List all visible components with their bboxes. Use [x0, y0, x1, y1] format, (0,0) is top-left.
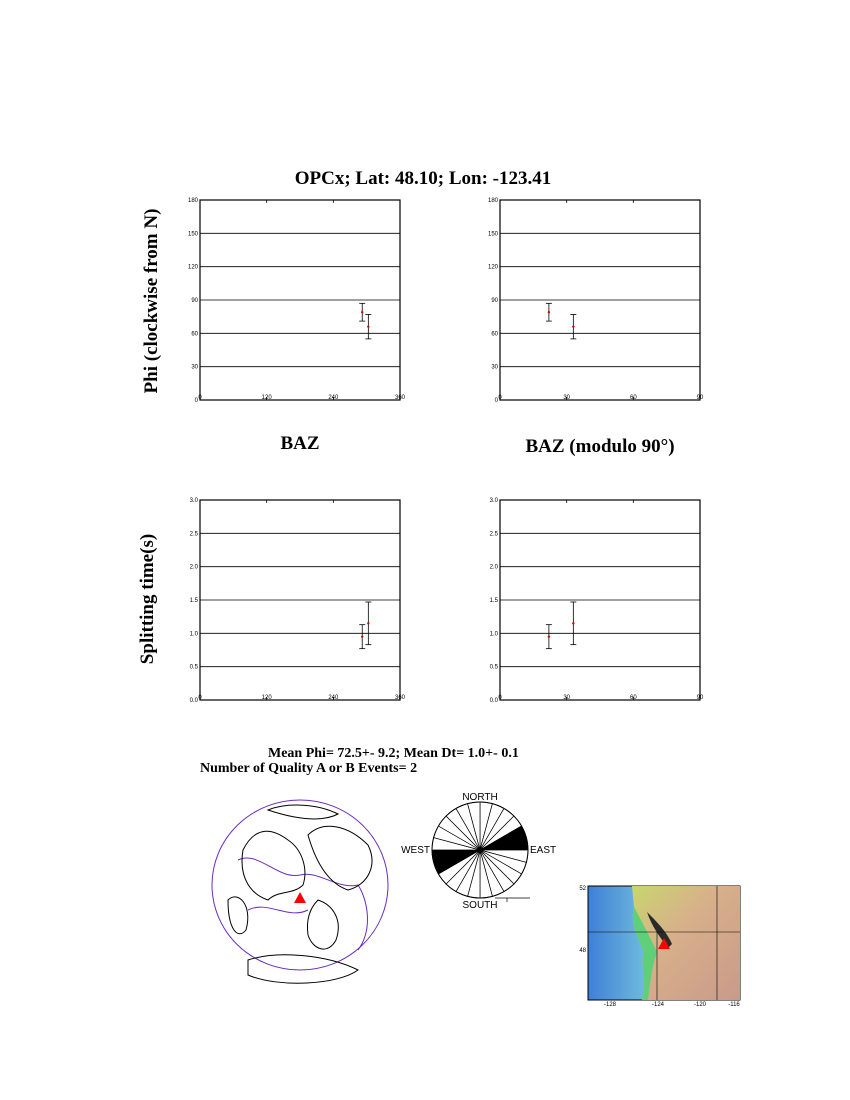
- plate-boundary: [238, 858, 367, 950]
- y-tick-label: 120: [487, 264, 498, 271]
- y-tick-label: 30: [491, 364, 498, 371]
- y-tick-label: 0: [194, 398, 198, 404]
- continent-outline-4: [248, 955, 358, 983]
- summary-mean: Mean Phi= 72.5+- 9.2; Mean Dt= 1.0+- 0.1: [268, 746, 519, 761]
- x-tick-label: 360: [394, 395, 406, 401]
- continent-outline: [242, 831, 305, 900]
- y-tick-label: 3.0: [189, 498, 198, 504]
- data-point: [546, 303, 552, 321]
- rose-west-label: WEST: [401, 845, 430, 856]
- chart-phi-vs-baz-mod90: [487, 198, 704, 404]
- y-tick-label: 1.0: [489, 631, 498, 638]
- data-point: [365, 602, 371, 645]
- y-tick-label: 2.0: [189, 564, 198, 571]
- y-tick-label: 2.5: [189, 531, 198, 538]
- y-tick-label: 180: [187, 198, 198, 204]
- y-tick-label: 3.0: [489, 498, 498, 504]
- global-event-map: [208, 790, 398, 990]
- x-tick-label: 0: [498, 695, 502, 701]
- rose-south-label: SOUTH: [462, 900, 498, 911]
- x-tick-label: 30: [563, 695, 571, 701]
- y-tick-label: 150: [187, 231, 198, 238]
- svg-text:-124: -124: [651, 1002, 665, 1008]
- continent-outline-6: [268, 805, 338, 819]
- y-tick-label: 0.5: [189, 664, 198, 671]
- x-tick-label: 240: [328, 695, 339, 701]
- data-point: [365, 314, 371, 338]
- y-tick-label: 0: [494, 398, 498, 404]
- y-tick-label: 150: [487, 231, 498, 238]
- x-tick-label: 120: [261, 695, 272, 701]
- x-tick-label: 60: [629, 395, 637, 401]
- svg-text:52: 52: [579, 886, 586, 892]
- data-point: [359, 303, 365, 321]
- splitting-time-axis-label: Splitting time(s): [137, 533, 158, 665]
- x-tick-label: 90: [696, 695, 704, 701]
- x-tick-label: 60: [629, 695, 637, 701]
- y-tick-label: 90: [191, 298, 198, 304]
- data-point: [570, 314, 576, 338]
- svg-text:-128: -128: [603, 1002, 617, 1008]
- page-title: OPCx; Lat: 48.10; Lon: -123.41: [294, 168, 552, 189]
- chart-dt-vs-baz-mod90: [489, 498, 704, 704]
- svg-text:-120: -120: [693, 1002, 707, 1008]
- continent-outline-2: [308, 826, 372, 890]
- rose-north-label: NORTH: [462, 792, 498, 803]
- x-tick-label: 120: [261, 395, 272, 401]
- y-tick-label: 1.0: [189, 631, 198, 638]
- x-tick-label: 360: [394, 695, 406, 701]
- svg-text:-116: -116: [728, 1002, 740, 1008]
- y-tick-label: 0.0: [189, 698, 198, 704]
- continent-outline-3: [307, 900, 338, 949]
- svg-text:48: 48: [579, 948, 586, 954]
- x-tick-label: 30: [563, 395, 571, 401]
- y-tick-label: 180: [487, 198, 498, 204]
- x-tick-label: 90: [696, 395, 704, 401]
- y-tick-label: 0.5: [489, 664, 498, 671]
- x-tick-label: 240: [328, 395, 339, 401]
- y-tick-label: 60: [191, 331, 198, 338]
- data-point: [570, 602, 576, 645]
- rose-east-label: EAST: [530, 845, 557, 856]
- x-tick-label: 0: [498, 395, 502, 401]
- x-tick-label: 0: [198, 695, 202, 701]
- y-tick-label: 2.5: [489, 531, 498, 538]
- data-point: [359, 625, 365, 649]
- y-tick-label: 0.0: [489, 698, 498, 704]
- baz-axis-label: BAZ: [280, 433, 320, 454]
- data-point: [546, 625, 552, 649]
- y-tick-label: 120: [187, 264, 198, 271]
- chart-dt-vs-baz: [189, 498, 406, 704]
- regional-map: [572, 882, 742, 1007]
- y-tick-label: 60: [491, 331, 498, 338]
- phi-axis-label: Phi (clockwise from N): [141, 208, 162, 394]
- y-tick-label: 2.0: [489, 564, 498, 571]
- x-tick-label: 0: [198, 395, 202, 401]
- chart-phi-vs-baz: [187, 198, 406, 404]
- y-tick-label: 1.5: [489, 598, 498, 604]
- station-marker-icon: [294, 892, 306, 903]
- fast-direction-rose: [395, 790, 565, 920]
- y-tick-label: 1.5: [189, 598, 198, 604]
- baz-modulo-axis-label: BAZ (modulo 90°): [525, 436, 675, 457]
- y-tick-label: 90: [491, 298, 498, 304]
- continent-outline-5: [228, 897, 248, 934]
- y-tick-label: 30: [191, 364, 198, 371]
- summary-events: Number of Quality A or B Events= 2: [200, 761, 418, 776]
